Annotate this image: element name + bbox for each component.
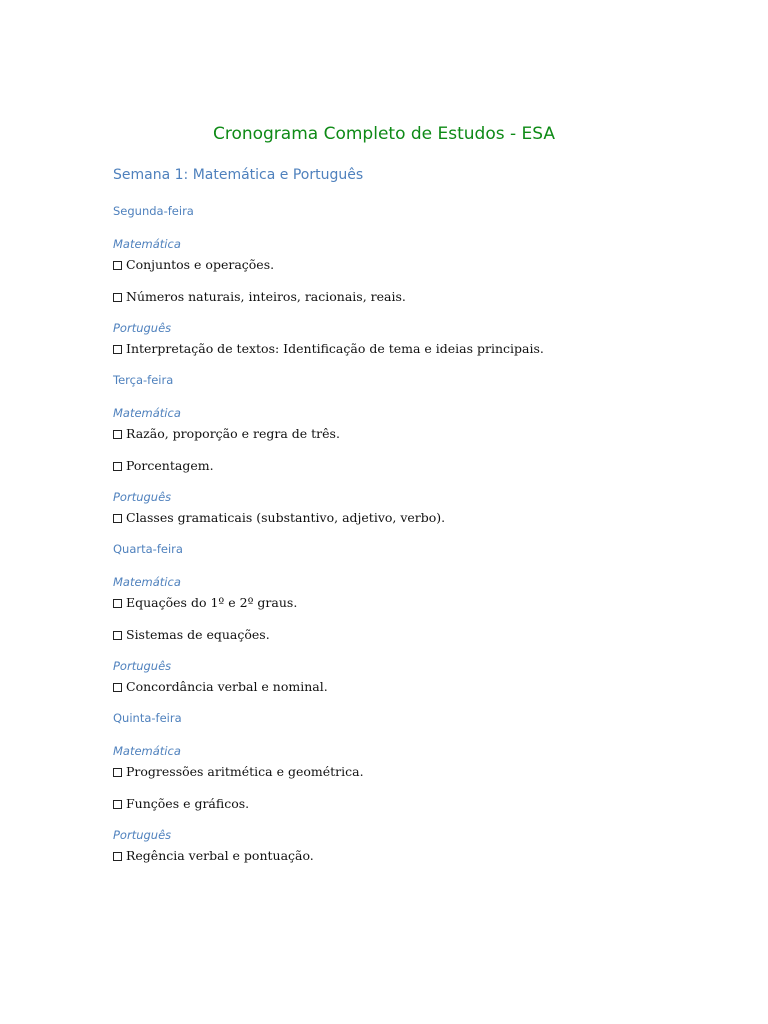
task-item xyxy=(113,627,270,642)
task-item xyxy=(113,289,406,304)
subject-heading-portugues: Português xyxy=(113,659,172,673)
checkbox-icon[interactable] xyxy=(113,462,122,471)
checkbox-icon[interactable] xyxy=(113,514,122,523)
checkbox-icon[interactable] xyxy=(113,768,122,777)
task-item xyxy=(113,341,544,356)
task-item xyxy=(113,510,445,525)
checkbox-icon[interactable] xyxy=(113,293,122,302)
subject-heading-portugues: Português xyxy=(113,321,172,335)
task-label: Progressões aritmética e geométrica. xyxy=(126,764,364,779)
subject-heading-portugues: Português xyxy=(113,828,172,842)
subject-heading-matematica: Matemática xyxy=(113,575,181,589)
task-label: Funções e gráficos. xyxy=(126,796,250,811)
task-item xyxy=(113,458,214,473)
task-label: Concordância verbal e nominal. xyxy=(126,679,328,694)
checkbox-icon[interactable] xyxy=(113,430,122,439)
day-heading-terca: Terça-feira xyxy=(113,373,174,387)
task-item xyxy=(113,764,364,779)
subject-heading-matematica: Matemática xyxy=(113,237,181,251)
subject-heading-matematica: Matemática xyxy=(113,406,181,420)
checkbox-icon[interactable] xyxy=(113,599,122,608)
task-item xyxy=(113,679,328,694)
page-title: Cronograma Completo de Estudos - ESA xyxy=(212,124,556,144)
subject-heading-portugues: Português xyxy=(113,490,172,504)
checkbox-icon[interactable] xyxy=(113,345,122,354)
task-label: Razão, proporção e regra de três. xyxy=(126,426,340,441)
task-item xyxy=(113,426,340,441)
checkbox-icon[interactable] xyxy=(113,852,122,861)
task-item xyxy=(113,595,297,610)
task-item xyxy=(113,796,249,811)
task-label: Sistemas de equações. xyxy=(126,627,270,642)
task-label: Números naturais, inteiros, racionais, reais. xyxy=(126,289,406,304)
week-heading: Semana 1: Matemática e Português xyxy=(113,167,364,183)
subject-heading-matematica: Matemática xyxy=(113,744,181,758)
task-label: Porcentagem. xyxy=(126,458,214,473)
checkbox-icon[interactable] xyxy=(113,683,122,692)
task-label: Equações do 1º e 2º graus. xyxy=(126,595,298,610)
task-label: Classes gramaticais (substantivo, adjetivo, verbo). xyxy=(126,510,446,525)
task-label: Regência verbal e pontuação. xyxy=(126,848,314,863)
task-label: Interpretação de textos: Identificação de tema e ideias principais. xyxy=(126,341,544,356)
checkbox-icon[interactable] xyxy=(113,800,122,809)
day-heading-quarta: Quarta-feira xyxy=(113,542,183,556)
day-heading-quinta: Quinta-feira xyxy=(113,711,182,725)
checkbox-icon[interactable] xyxy=(113,631,122,640)
task-label: Conjuntos e operações. xyxy=(126,257,275,272)
task-item xyxy=(113,257,274,272)
checkbox-icon[interactable] xyxy=(113,261,122,270)
day-heading-segunda: Segunda-feira xyxy=(113,204,194,218)
task-item xyxy=(113,848,314,863)
